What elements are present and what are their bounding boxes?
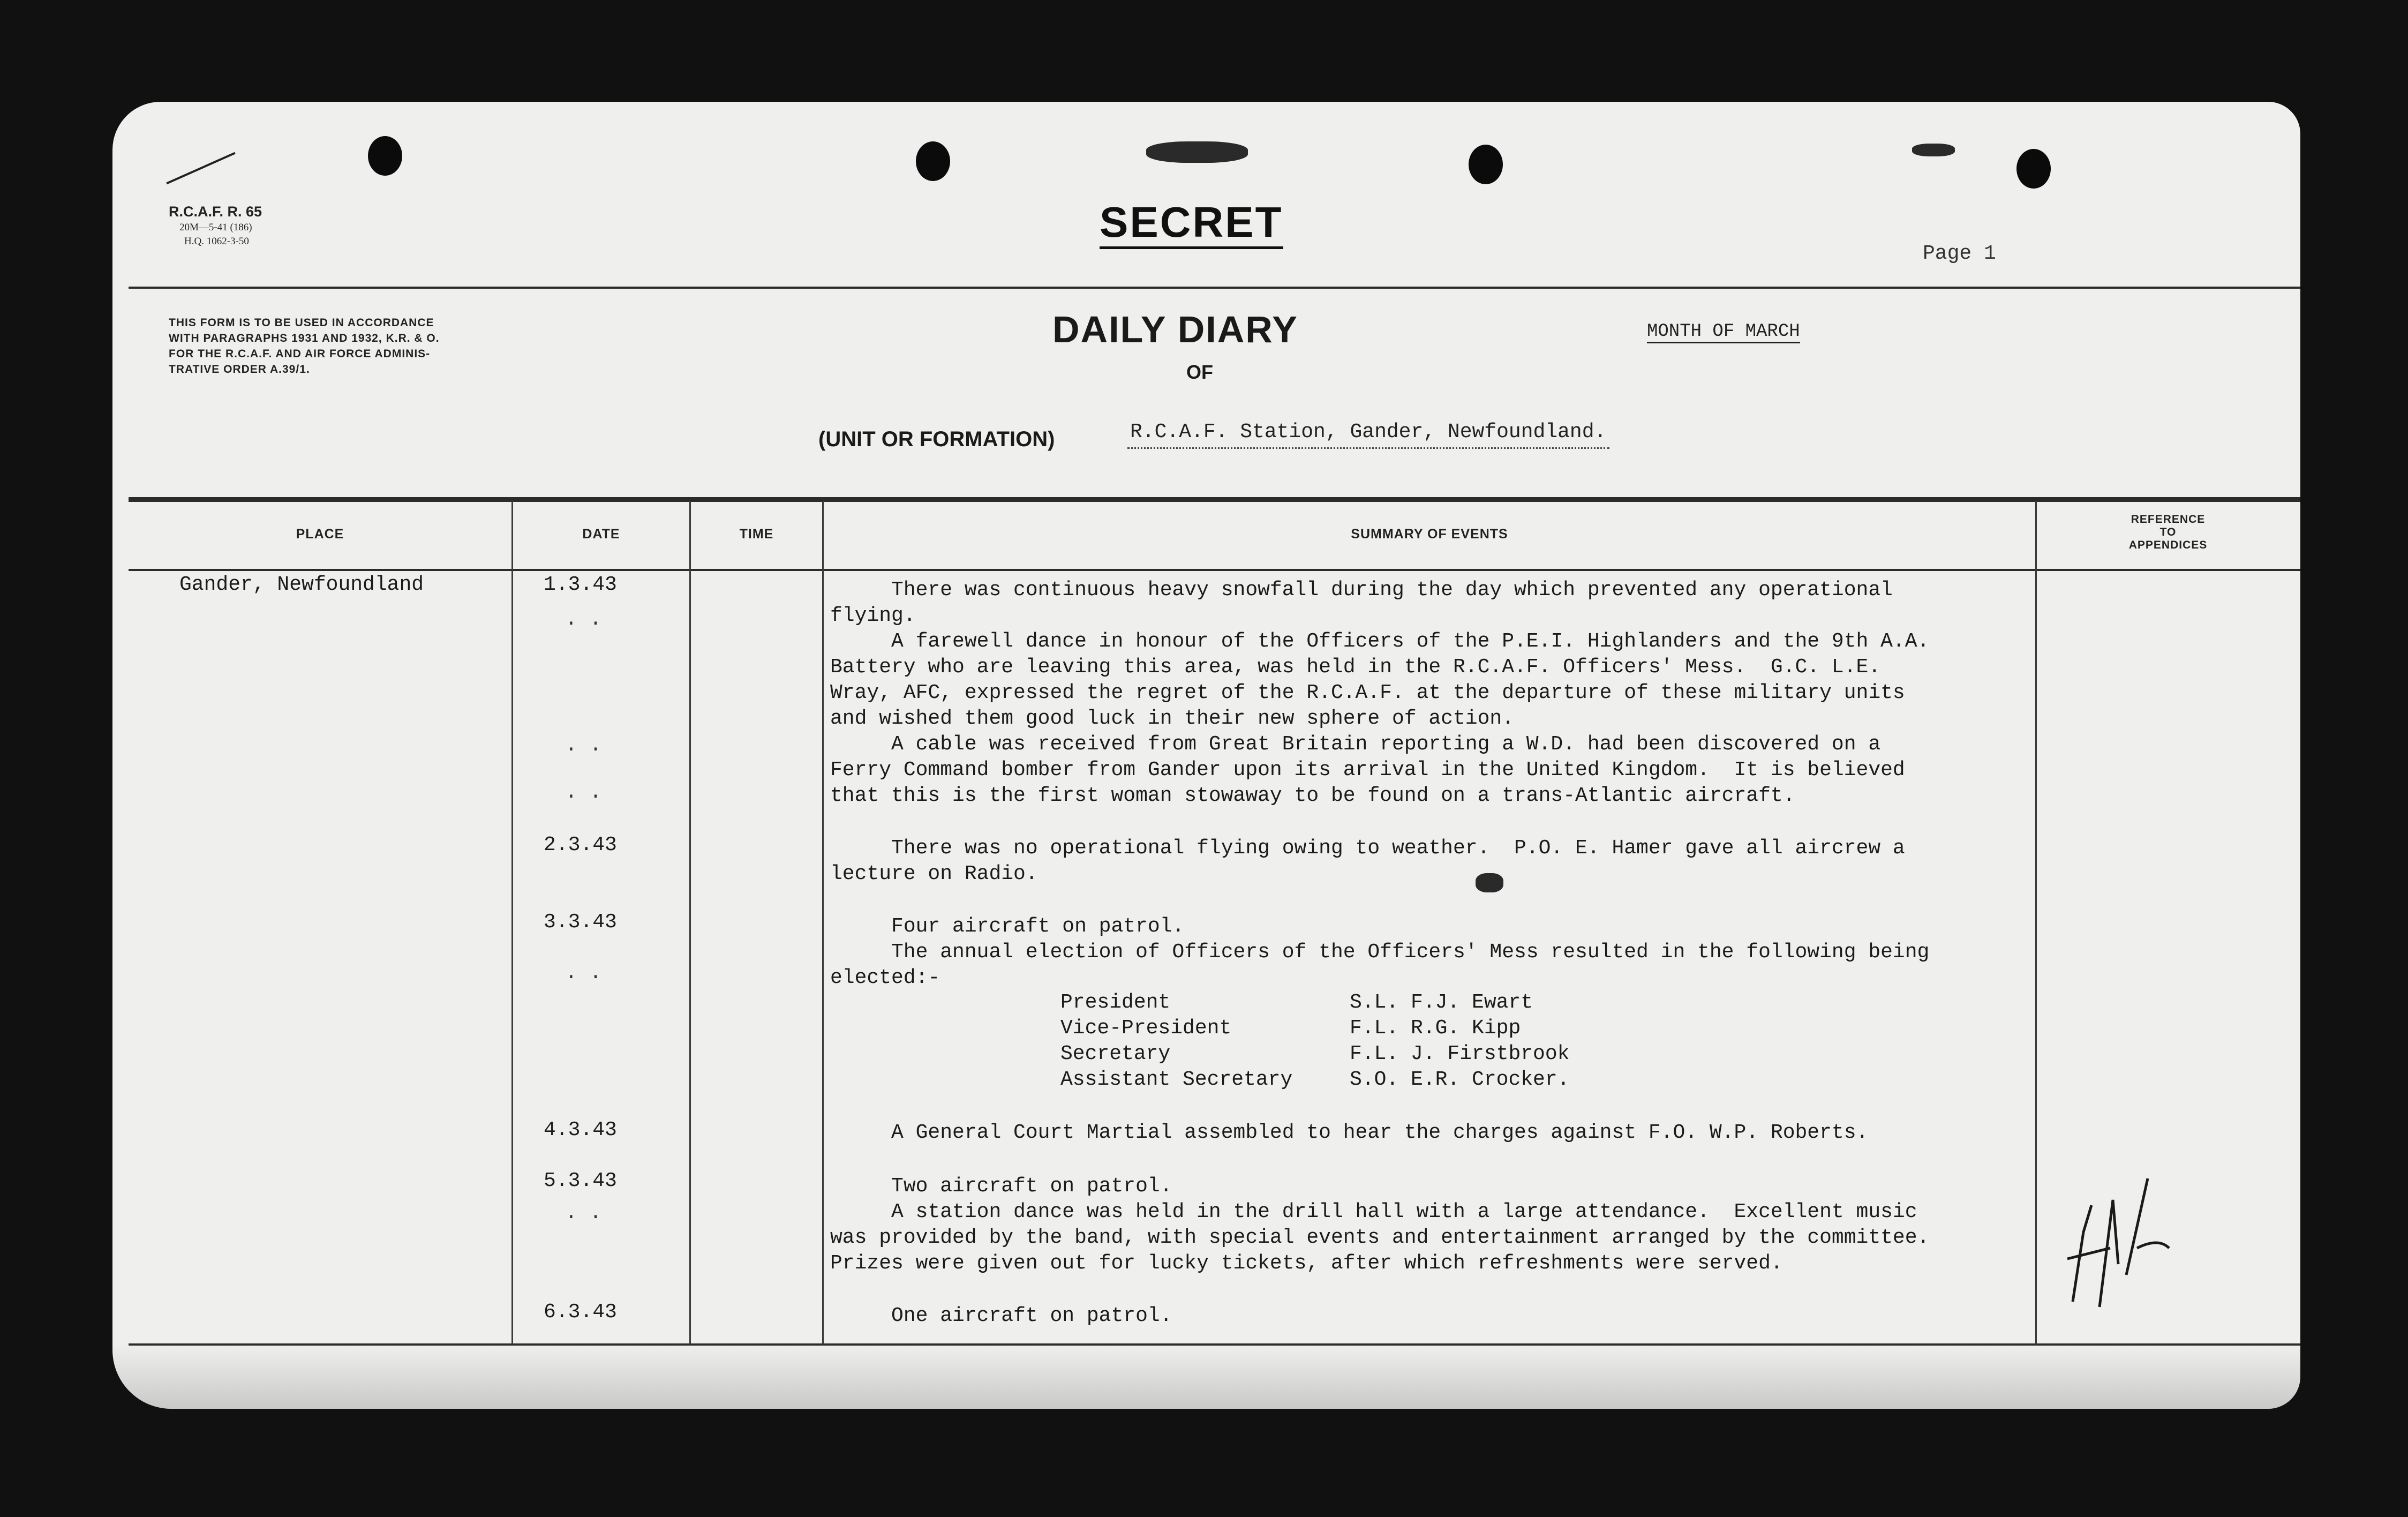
form-title-of: OF [1186,361,1213,383]
unit-underline [1127,447,1609,449]
ditto-mark: . . [565,608,602,631]
column-header-date: DATE [582,527,620,542]
summary-line: elected:- [830,966,940,989]
officer-name: F.L. J. Firstbrook [1350,1042,1570,1065]
summary-line: One aircraft on patrol. [830,1304,1172,1327]
summary-line: was provided by the band, with special events and entertainment arranged by the committee. [830,1226,1930,1249]
summary-line: Four aircraft on patrol. [830,915,1185,938]
table-bottom-rule [129,1343,2300,1346]
punch-hole [2016,149,2051,189]
summary-line: lecture on Radio. [830,862,1038,885]
column-divider [511,501,513,1345]
header-rule [129,287,2300,289]
punch-hole [368,136,402,176]
officer-role: Vice-President [1060,1017,1232,1040]
summary-line: Battery who are leaving this area, was held in the R.C.A.F. Officers' Mess. G.C. L.E. [830,656,1881,679]
date-cell: 1.3.43 [544,573,617,596]
place-cell: Gander, Newfoundland [179,573,424,596]
summary-line: A General Court Martial assembled to hear the charges against F.O. W.P. Roberts. [830,1121,1869,1144]
pen-mark [166,152,236,185]
ink-smudge [1912,144,1955,156]
column-divider [2035,501,2037,1345]
ink-smudge [1146,141,1248,163]
unit-value: R.C.A.F. Station, Gander, Newfoundland. [1130,420,1607,444]
column-divider [822,501,824,1345]
ditto-mark: . . [565,962,602,985]
form-code: 20M—5-41 (186) [179,222,252,233]
table-top-rule [129,497,2300,502]
form-code: H.Q. 1062-3-50 [184,236,249,247]
officer-role: Assistant Secretary [1060,1068,1293,1091]
column-divider [689,501,691,1345]
summary-line: that this is the first woman stowaway to be found on a trans-Atlantic aircraft. [830,784,1795,807]
officer-role: President [1060,991,1171,1014]
date-cell: 2.3.43 [544,833,617,857]
summary-line: A station dance was held in the drill hall with a large attendance. Excellent music [830,1200,1917,1223]
summary-line: A farewell dance in honour of the Officers of the P.E.I. Highlanders and the 9th A.A. [830,630,1930,653]
month-field: MONTH OF MARCH [1647,321,1800,343]
table-header-rule [129,569,2300,571]
unit-label: (UNIT OR FORMATION) [818,427,1055,451]
column-header-reference: REFERENCE TO APPENDICES [2128,513,2208,551]
summary-line: Wray, AFC, expressed the regret of the R.C.A.F. at the departure of these military units [830,681,1905,704]
ditto-mark: . . [565,734,602,757]
summary-line: Prizes were given out for lucky tickets, after which refreshments were served. [830,1252,1783,1275]
ditto-mark: . . [565,1201,602,1225]
summary-line: There was continuous heavy snowfall during the day which prevented any operational [830,579,1893,602]
diary-page [112,102,2300,1409]
column-header-place: PLACE [296,527,344,542]
page-number: Page 1 [1923,242,1996,265]
officer-name: S.O. E.R. Crocker. [1350,1068,1570,1091]
ink-blot [1476,873,1503,892]
summary-line: flying. [830,604,916,627]
summary-line: The annual election of Officers of the Officers' Mess resulted in the following being [830,941,1930,964]
date-cell: 4.3.43 [544,1118,617,1141]
summary-line: A cable was received from Great Britain reporting a W.D. had been discovered on a [830,733,1881,756]
summary-line: and wished them good luck in their new sphere of action. [830,707,1515,730]
date-cell: 6.3.43 [544,1301,617,1324]
summary-line: Ferry Command bomber from Gander upon its arrival in the United Kingdom. It is believed [830,758,1905,782]
form-instructions: THIS FORM IS TO BE USED IN ACCORDANCE WITH PARAGRAPHS 1931 AND 1932, K.R. & O. FOR THE R.C.A.F. AND AIR FORCE ADMINIS- TRATIVE ORDER A.39/1. [169,317,440,376]
summary-line: There was no operational flying owing to weather. P.O. E. Hamer gave all aircrew a [830,837,1905,860]
officer-role: Secretary [1060,1042,1171,1065]
punch-hole [1469,145,1503,184]
officer-name: F.L. R.G. Kipp [1350,1017,1521,1040]
handwritten-initials [2051,1168,2180,1312]
ditto-mark: . . [565,781,602,804]
classification-stamp: SECRET [1100,198,1283,249]
date-cell: 5.3.43 [544,1169,617,1192]
form-number: R.C.A.F. R. 65 [169,204,262,220]
punch-hole [916,141,950,181]
column-header-summary: SUMMARY OF EVENTS [1351,527,1508,542]
column-header-time: TIME [739,527,774,542]
officer-name: S.L. F.J. Ewart [1350,991,1533,1014]
summary-line: Two aircraft on patrol. [830,1175,1172,1198]
form-title: DAILY DIARY [1052,309,1298,350]
date-cell: 3.3.43 [544,911,617,934]
